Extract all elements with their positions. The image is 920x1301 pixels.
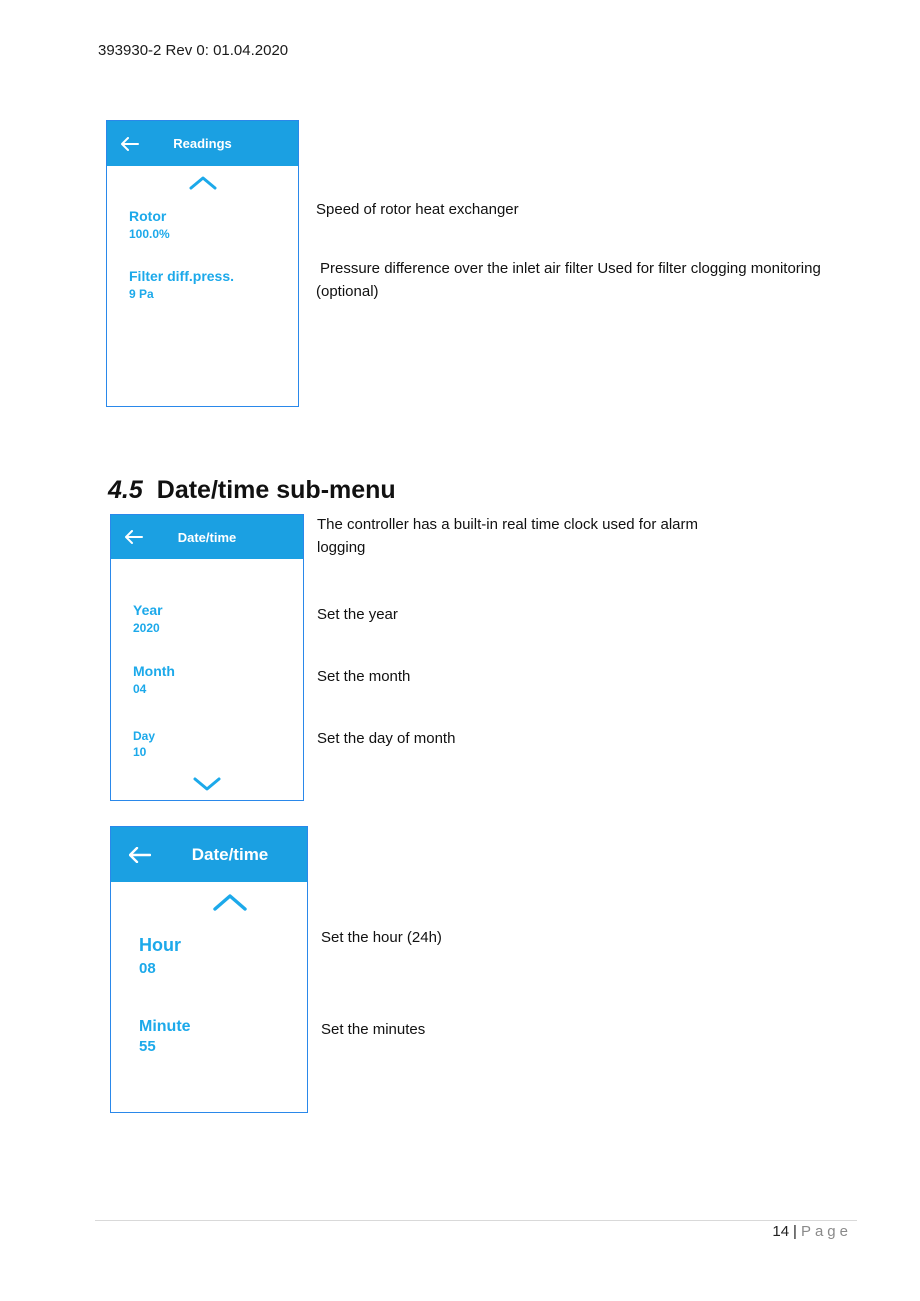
datetime-panel-date [110, 514, 304, 801]
filter-diff-press-description: Pressure difference over the inlet air filter Used for filter clogging monitoring (optional) [316, 260, 821, 300]
year-description: Set the year [317, 606, 398, 623]
readings-panel [106, 120, 299, 407]
readings-panel-header [107, 121, 298, 166]
datetime-intro: The controller has a built-in real time clock used for alarm logging [317, 516, 698, 556]
hour-label[interactable]: Hour [139, 935, 181, 955]
rotor-description: Speed of rotor heat exchanger [316, 201, 519, 218]
datetime-panel-date-header [111, 515, 303, 559]
month-value: 04 [133, 682, 147, 696]
chevron-up-icon[interactable] [213, 894, 247, 916]
year-value: 2020 [133, 621, 160, 635]
section-heading [108, 476, 396, 505]
section-number: 4.5 [108, 476, 143, 504]
month-label[interactable]: Month [133, 663, 175, 679]
day-value: 10 [133, 745, 147, 759]
datetime-panel-time-title: Date/time [191, 844, 269, 864]
hour-value: 08 [139, 960, 156, 977]
datetime-panel-time-header [111, 827, 307, 882]
document-revision: 393930-2 Rev 0: 01.04.2020 [98, 42, 289, 59]
day-label[interactable]: Day [133, 729, 156, 743]
minute-value: 55 [139, 1038, 156, 1055]
minute-label[interactable]: Minute [139, 1018, 191, 1035]
footer-divider [95, 1220, 857, 1221]
hour-description: Set the hour (24h) [321, 929, 442, 946]
filter-diff-press-label[interactable]: Filter diff.press. [129, 268, 235, 284]
page-word: Page [800, 1223, 852, 1240]
datetime-panel-time [110, 826, 308, 1113]
minute-description: Set the minutes [321, 1021, 426, 1038]
filter-diff-press-value: 9 Pa [129, 287, 154, 301]
readings-panel-title: Readings [173, 136, 232, 151]
year-label[interactable]: Year [133, 602, 163, 618]
chevron-up-icon[interactable] [189, 176, 217, 195]
section-title: Date/time sub-menu [156, 476, 396, 504]
month-description: Set the month [317, 668, 411, 685]
footer-separator: | [793, 1223, 797, 1240]
page-number: 14 [772, 1223, 790, 1240]
day-description: Set the day of month [317, 730, 456, 747]
datetime-panel-date-title: Date/time [177, 529, 237, 545]
rotor-value: 100.0% [129, 227, 170, 241]
page-footer [772, 1223, 852, 1240]
rotor-label[interactable]: Rotor [129, 208, 167, 224]
chevron-down-icon[interactable] [193, 777, 221, 796]
